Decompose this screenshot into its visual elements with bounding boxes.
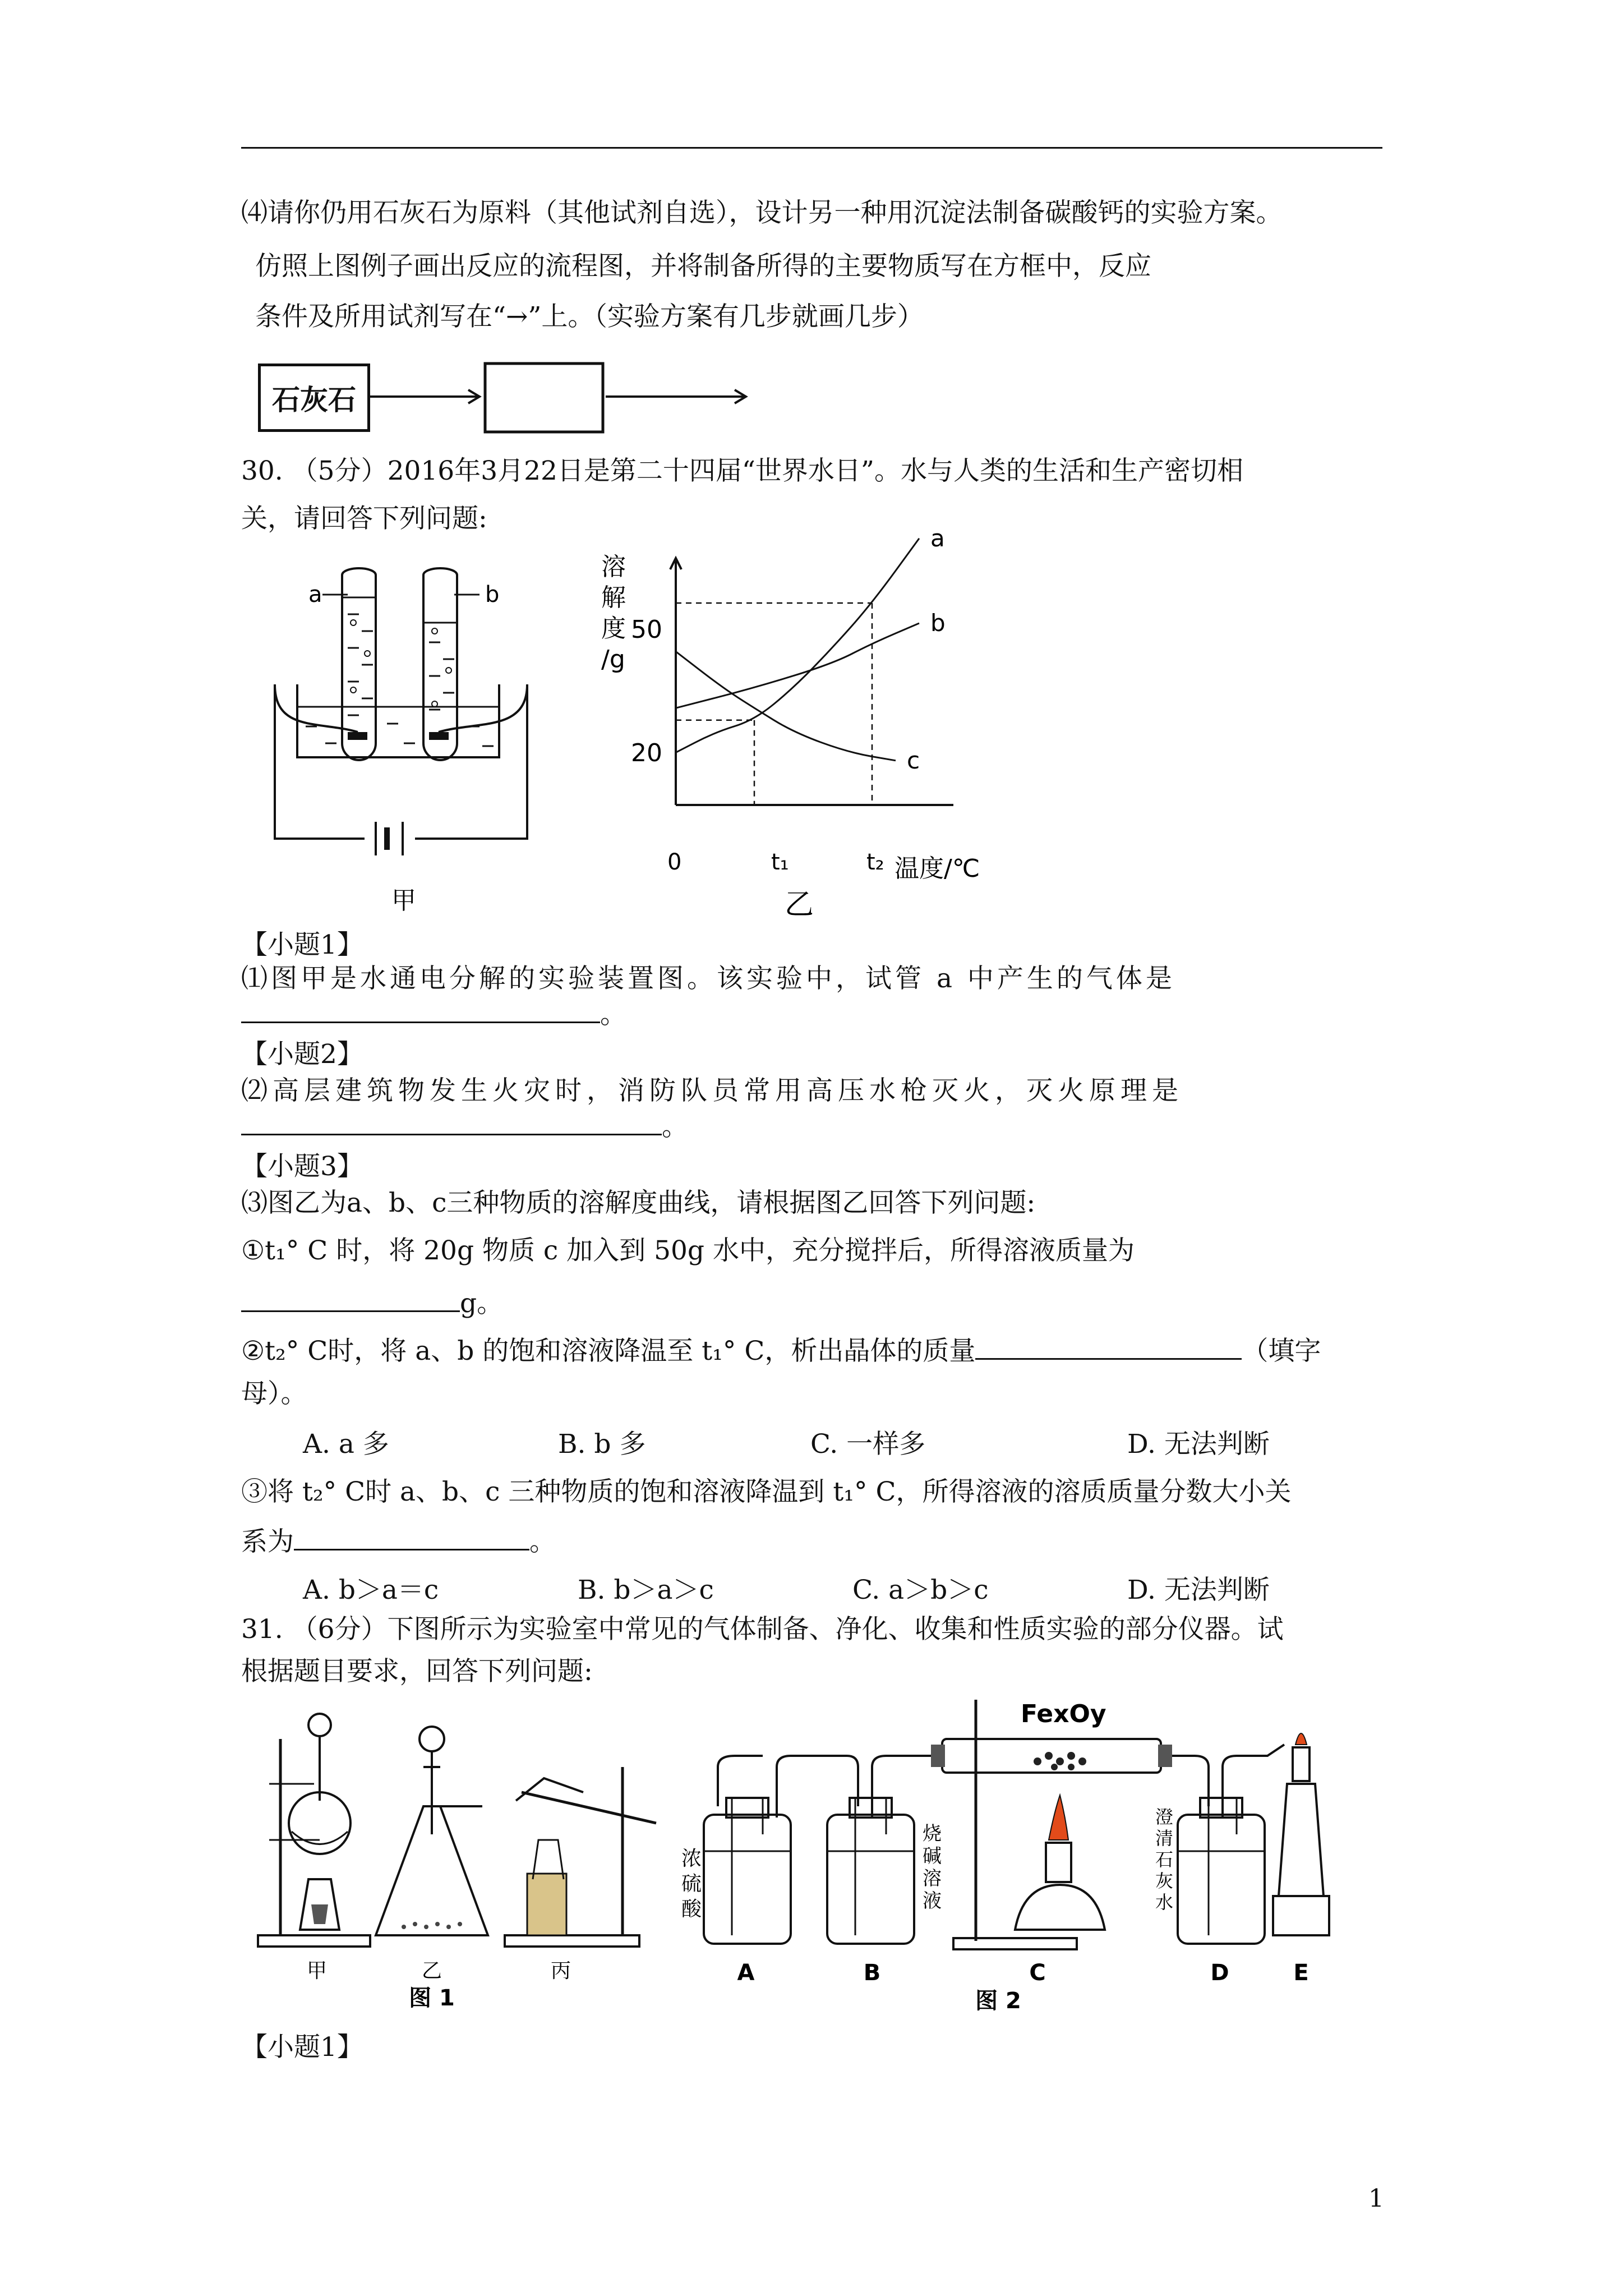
x-tick-0: 0	[667, 849, 682, 875]
y-axis-label-4: /g	[601, 645, 625, 674]
q30-q2-option-b[interactable]: B. b 多	[558, 1429, 646, 1460]
q30-q3-blank[interactable]	[294, 1523, 529, 1550]
figure-jia-electrolysis	[264, 564, 544, 923]
fig2-side-b-1: 烧	[923, 1823, 942, 1845]
fig2-label-c: C	[1029, 1960, 1046, 1986]
series-b-line	[676, 623, 919, 708]
q31-sub1-title: 【小题1】	[241, 2032, 363, 2063]
chart-caption: 乙	[784, 888, 814, 922]
figure-yi-solubility-chart	[561, 524, 1021, 934]
fig2-side-b-4: 液	[923, 1890, 942, 1912]
fig1-label-bing: 丙	[550, 1959, 571, 1982]
q30-sub2-answer-line	[241, 1108, 688, 1144]
q30-sub2-title: 【小题2】	[241, 1039, 363, 1070]
q30-sub3-title: 【小题3】	[241, 1151, 363, 1182]
q30-q2-tail2: 母）。	[241, 1378, 307, 1409]
q30-q2-line	[241, 1332, 1321, 1368]
q30-q3-option-c[interactable]: C. a＞b＞c	[852, 1575, 989, 1605]
q29-part4-line3: 条件及所用试剂写在“→”上。（实验方案有几步就画几步）	[255, 301, 924, 332]
q30-sub2-end: 。	[662, 1111, 688, 1142]
y-axis-label-1: 溶	[601, 553, 626, 581]
q30-sub1-end: 。	[600, 999, 626, 1030]
fig2-label-e: E	[1293, 1960, 1309, 1986]
fig2-side-a-2: 硫	[681, 1872, 702, 1895]
y-tick-50: 50	[631, 615, 662, 644]
q30-intro-line2: 关，请回答下列问题:	[241, 503, 487, 534]
fig2-side-d-2: 清	[1155, 1828, 1174, 1849]
q30-sub1-blank[interactable]	[241, 996, 600, 1023]
fig2-side-a-1: 浓	[681, 1847, 702, 1870]
y-axis-label-3: 度	[601, 614, 626, 643]
q30-q2-tail: （填字	[1242, 1336, 1321, 1366]
flow-start-label: 石灰石	[272, 383, 356, 416]
fig2-label-a: A	[737, 1960, 755, 1986]
flow-arrows	[252, 359, 757, 438]
q30-q2-option-c[interactable]: C. 一样多	[810, 1429, 926, 1460]
q30-sub2-text: ⑵高层建筑物发生火灾时，消防队员常用高压水枪灭火，灭火原理是	[241, 1075, 1183, 1106]
header-rule	[241, 147, 1382, 149]
fig2-side-d-4: 灰	[1155, 1870, 1174, 1892]
q30-sub1-text: ⑴图甲是水通电分解的实验装置图。该实验中，试管 a 中产生的气体是	[241, 963, 1175, 994]
y-axis-label-2: 解	[601, 583, 626, 612]
q31-intro-line2: 根据题目要求，回答下列问题:	[241, 1656, 593, 1687]
x-tick-t1: t₁	[771, 849, 789, 875]
q30-q3-text: ③将 t₂° C时 a、b、c 三种物质的饱和溶液降温到 t₁° C，所得溶液的溶质质量分数大小关	[241, 1476, 1292, 1507]
series-a-label: a	[930, 524, 945, 552]
q30-q1-unit: g。	[460, 1288, 504, 1319]
q30-q1-text: ①t₁° C 时，将 20g 物质 c 加入到 50g 水中，充分搅拌后，所得溶液质量为	[241, 1235, 1135, 1266]
x-tick-t2: t₂	[866, 849, 884, 875]
fig2-caption: 图 2	[975, 1988, 1021, 2014]
q30-q1-blank[interactable]	[241, 1285, 460, 1312]
q30-sub2-blank[interactable]	[241, 1108, 662, 1135]
fig2-label-d: D	[1210, 1960, 1229, 1986]
fig2-side-a-3: 酸	[681, 1898, 702, 1921]
q30-sub3-text: ⑶图乙为a、b、c三种物质的溶解度曲线，请根据图乙回答下列问题:	[241, 1188, 1036, 1218]
fig2-formula: FexOy	[1021, 1700, 1106, 1728]
q30-q2-blank[interactable]	[975, 1332, 1242, 1360]
series-c-label: c	[907, 746, 920, 774]
q30-intro-line1: 30. （5分）2016年3月22日是第二十四届“世界水日”。水与人类的生活和生产密切相	[241, 455, 1243, 486]
fig2-side-d-3: 石	[1155, 1849, 1174, 1870]
series-b-label: b	[930, 609, 946, 637]
q29-part4-line1: ⑷请你仍用石灰石为原料（其他试剂自选），设计另一种用沉淀法制备碳酸钙的实验方案。	[241, 197, 1283, 228]
q30-sub1-title: 【小题1】	[241, 930, 363, 960]
q30-q3-end: 。	[529, 1526, 556, 1557]
jia-label-b: b	[485, 582, 500, 608]
q30-q3-option-a[interactable]: A. b＞a＝c	[303, 1575, 439, 1605]
q30-sub1-answer-line	[241, 996, 626, 1032]
fig1-label-yi: 乙	[421, 1959, 442, 1982]
flow-diagram	[252, 359, 757, 438]
q30-q1-answer-line	[241, 1285, 503, 1320]
fig1-caption: 图 1	[409, 1985, 455, 2011]
q30-q2-option-d[interactable]: D. 无法判断	[1127, 1429, 1270, 1460]
fig2-label-b: B	[863, 1960, 881, 1986]
jia-label-a: a	[308, 582, 322, 608]
series-c-line	[676, 651, 896, 760]
x-axis-label: 温度/℃	[895, 854, 980, 883]
fig2-side-d-1: 澄	[1155, 1806, 1174, 1828]
figure-2-gas-train	[679, 1683, 1357, 2019]
q30-q3-answer-line	[241, 1523, 556, 1559]
jia-caption: 甲	[391, 886, 416, 915]
fig2-side-b-3: 溶	[923, 1867, 942, 1890]
q30-q3-text2: 系为	[241, 1526, 294, 1557]
q29-part4-line2: 仿照上图例子画出反应的流程图，并将制备所得的主要物质写在方框中，反应	[255, 251, 1151, 282]
q30-q2-option-a[interactable]: A. a 多	[303, 1429, 389, 1460]
series-a-line	[676, 539, 919, 753]
q30-q2-text: ②t₂° C时，将 a、b 的饱和溶液降温至 t₁° C，析出晶体的质量	[241, 1336, 976, 1366]
fig2-side-b-2: 碱	[923, 1845, 942, 1867]
figure-1-apparatus	[247, 1694, 662, 2011]
page-number: 1	[1368, 2184, 1384, 2213]
q30-q3-option-d[interactable]: D. 无法判断	[1127, 1575, 1270, 1605]
fig1-label-jia: 甲	[306, 1959, 328, 1982]
y-tick-20: 20	[631, 739, 662, 767]
fig2-side-d-5: 水	[1155, 1892, 1174, 1913]
q30-q3-option-b[interactable]: B. b＞a＞c	[578, 1575, 714, 1605]
q31-intro-line1: 31. （6分）下图所示为实验室中常见的气体制备、净化、收集和性质实验的部分仪器。试	[241, 1614, 1284, 1645]
